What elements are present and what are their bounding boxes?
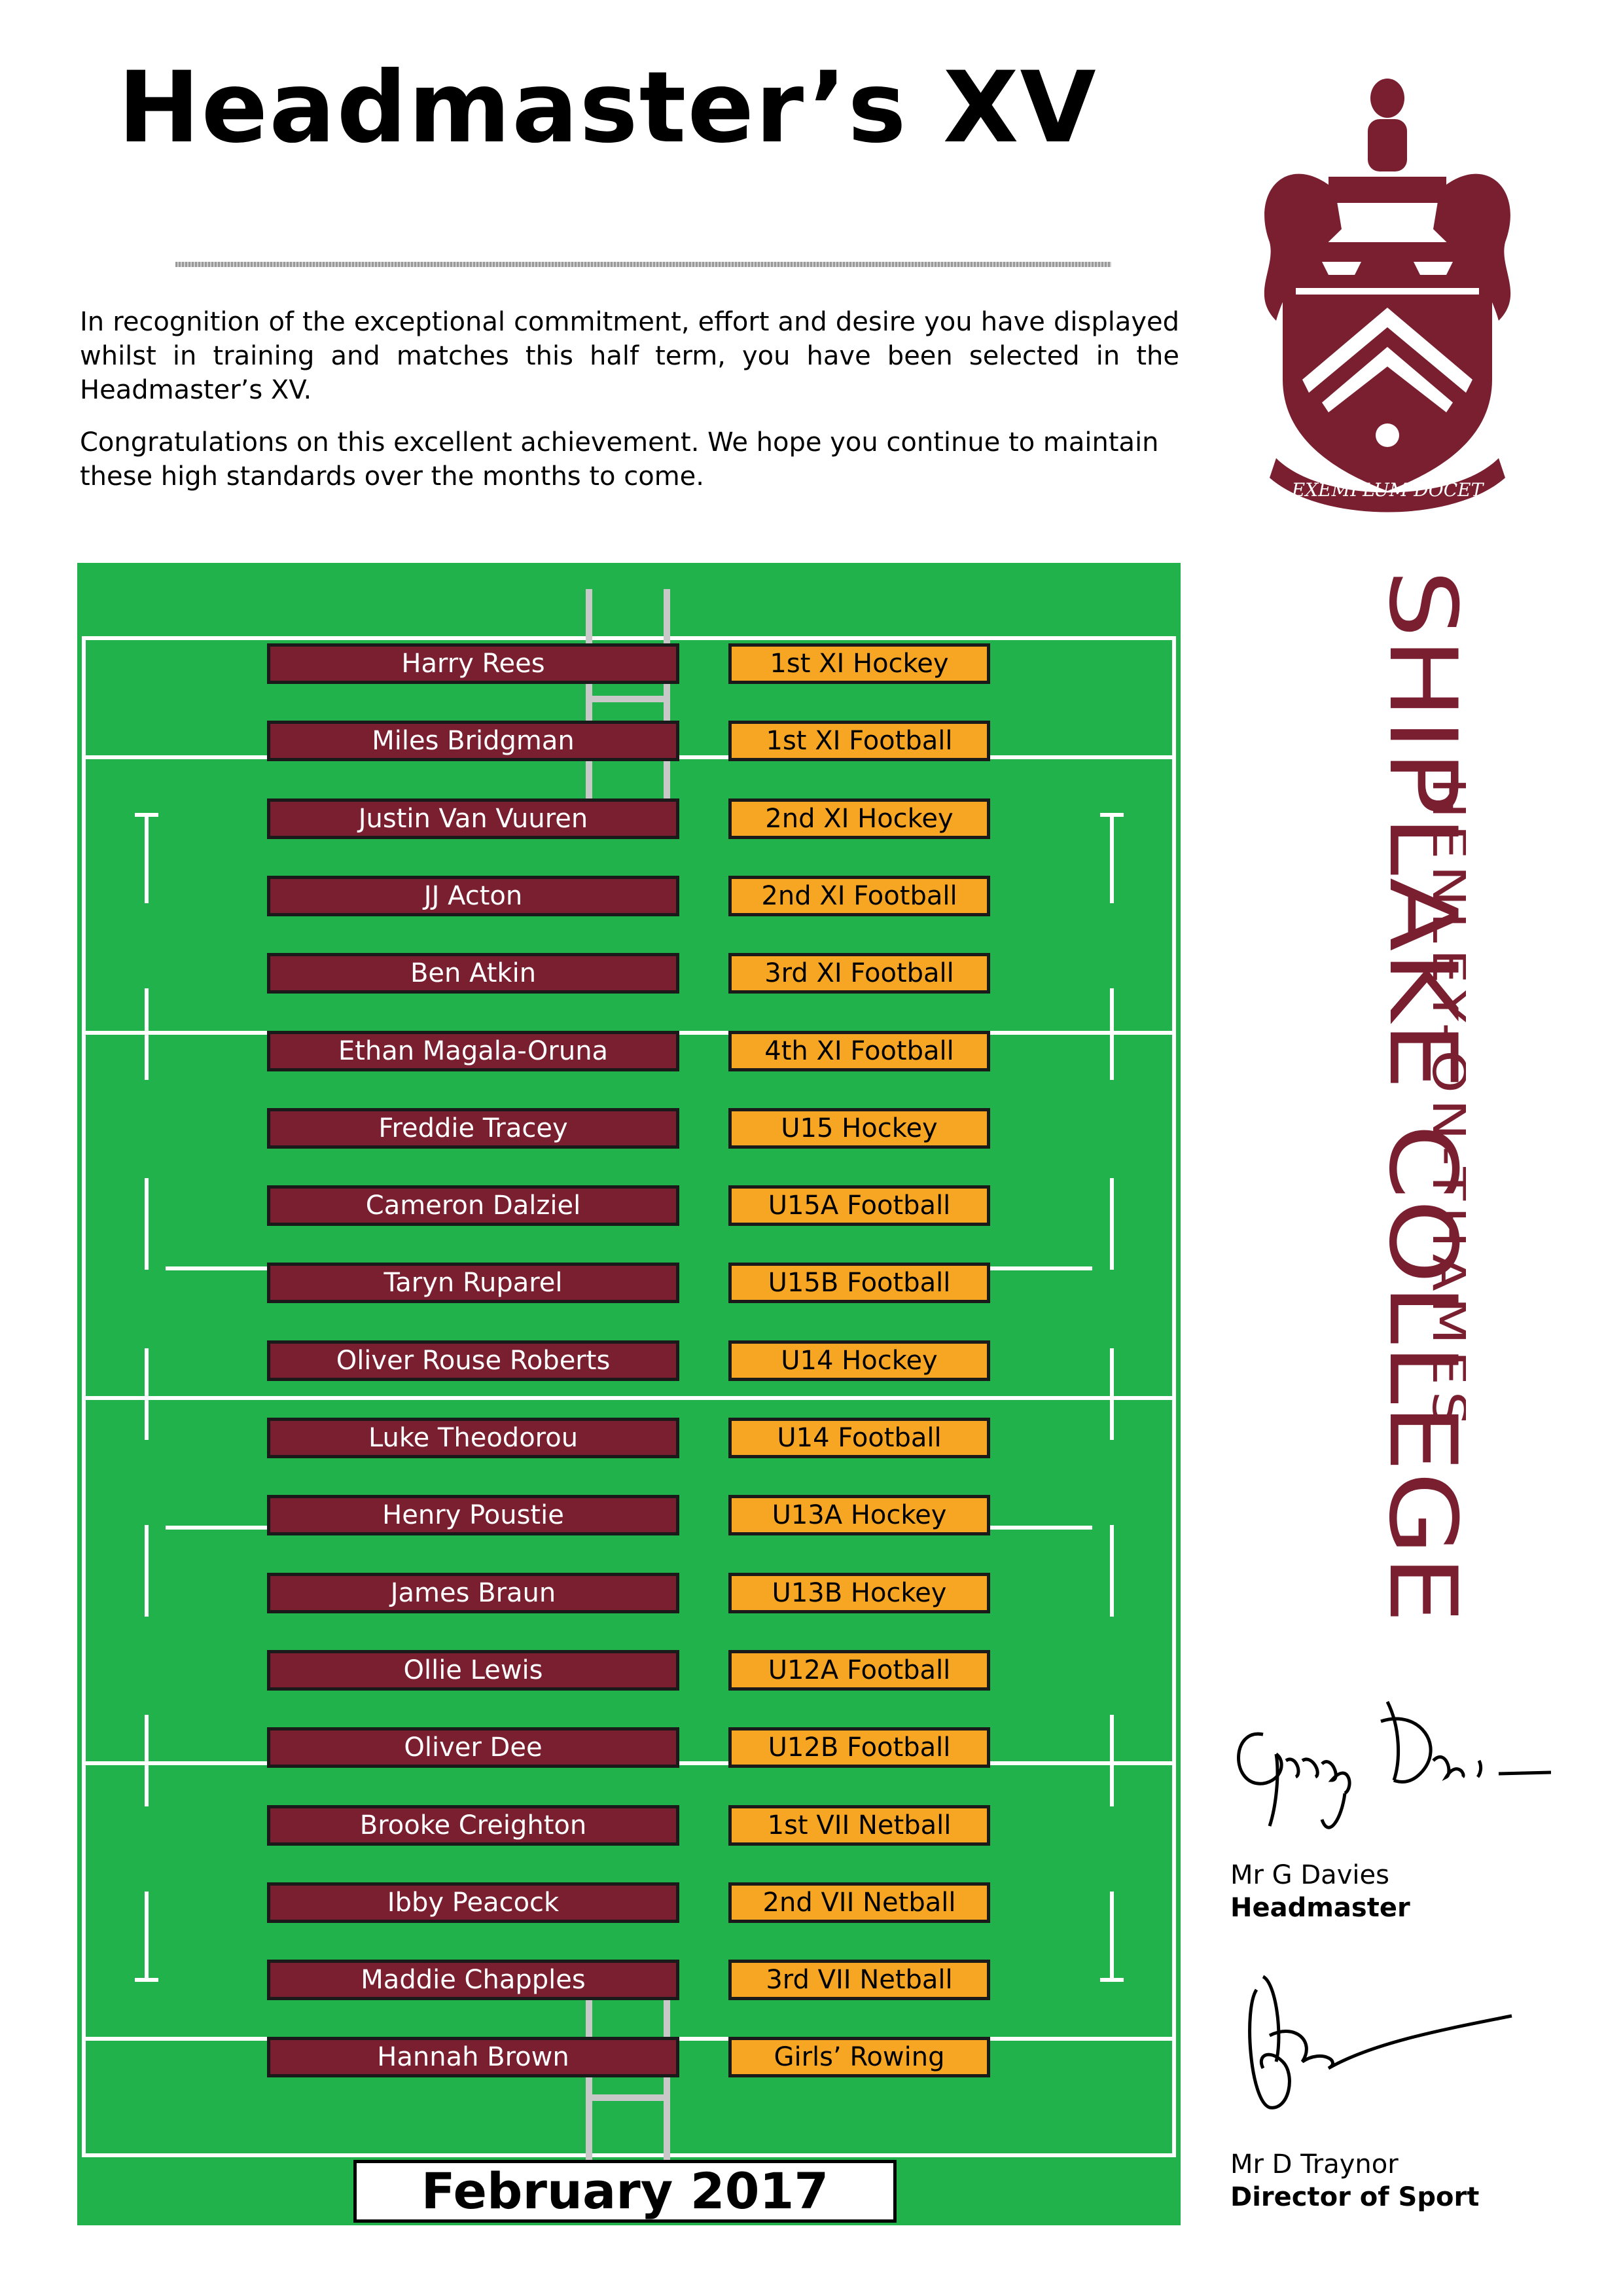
selection-row <box>77 1185 1181 1231</box>
selection-row <box>77 876 1181 922</box>
team-name: 1st XI Hockey <box>728 643 990 684</box>
team-name: U14 Hockey <box>728 1340 990 1381</box>
team-name: U15B Football <box>728 1263 990 1303</box>
headmaster-signature-icon <box>1224 1689 1551 1855</box>
selection-row <box>77 1340 1181 1386</box>
headmaster-name: Mr G Davies <box>1230 1860 1389 1890</box>
team-name: U12A Football <box>728 1650 990 1691</box>
intro-paragraph: In recognition of the exceptional commitment, effort and desire you have displayed whilst in training and matches this half term, you have been selected in the Headmaster’s XV. <box>80 307 1179 405</box>
player-name: Freddie Tracey <box>267 1108 679 1149</box>
player-name: Hannah Brown <box>267 2037 679 2077</box>
selection-row <box>77 798 1181 844</box>
team-name: U15 Hockey <box>728 1108 990 1149</box>
team-name: 3rd XI Football <box>728 953 990 994</box>
selection-row <box>77 953 1181 999</box>
player-name: Brooke Creighton <box>267 1805 679 1846</box>
player-name: Harry Rees <box>267 643 679 684</box>
month-label: February 2017 <box>353 2160 897 2223</box>
team-name: 1st VII Netball <box>728 1805 990 1846</box>
player-name: Miles Bridgman <box>267 721 679 761</box>
selection-row <box>77 721 1181 766</box>
selection-row <box>77 1960 1181 2005</box>
shiplake-crest-icon <box>1230 72 1544 524</box>
team-name: U14 Football <box>728 1418 990 1458</box>
team-name: 2nd VII Netball <box>728 1882 990 1923</box>
player-name: Henry Poustie <box>267 1495 679 1535</box>
player-name: Ethan Magala-Oruna <box>267 1031 679 1071</box>
selection-row <box>77 1882 1181 1928</box>
selection-row <box>77 1495 1181 1541</box>
title-divider <box>175 262 1111 267</box>
player-name: Maddie Chapples <box>267 1960 679 2000</box>
player-name: Taryn Ruparel <box>267 1263 679 1303</box>
player-name: Luke Theodorou <box>267 1418 679 1458</box>
team-name: 4th XI Football <box>728 1031 990 1071</box>
team-name: Girls’ Rowing <box>728 2037 990 2077</box>
team-name: 2nd XI Hockey <box>728 798 990 839</box>
selection-row <box>77 1727 1181 1773</box>
crest-motto: EXEMPLUM DOCET <box>1291 479 1484 501</box>
college-name-vertical <box>1322 569 1466 1636</box>
player-name: JJ Acton <box>267 876 679 916</box>
selection-row <box>77 2037 1181 2083</box>
team-name: U12B Football <box>728 1727 990 1768</box>
player-name: Justin Van Vuuren <box>267 798 679 839</box>
selection-row <box>77 1031 1181 1077</box>
congratulations-paragraph: Congratulations on this excellent achievement. We hope you continue to maintain these high standards over the months to come. <box>80 427 1159 492</box>
selection-row <box>77 1573 1181 1619</box>
college-name: SHIPLAKE COLLEGE <box>1368 569 1466 1480</box>
player-name: James Braun <box>267 1573 679 1613</box>
player-name: Ben Atkin <box>267 953 679 994</box>
director-name: Mr D Traynor <box>1230 2149 1399 2179</box>
team-name: 2nd XI Football <box>728 876 990 916</box>
player-name: Oliver Rouse Roberts <box>267 1340 679 1381</box>
team-name: 1st XI Football <box>728 721 990 761</box>
selection-row <box>77 1263 1181 1308</box>
selection-row <box>77 1108 1181 1154</box>
player-name: Oliver Dee <box>267 1727 679 1768</box>
director-role: Director of Sport <box>1230 2182 1480 2212</box>
selection-row <box>77 643 1181 689</box>
team-name: U13B Hockey <box>728 1573 990 1613</box>
college-location: HENLEY-ON-THAMES <box>1422 778 1466 1328</box>
player-name: Ibby Peacock <box>267 1882 679 1923</box>
selection-row <box>77 1805 1181 1851</box>
selection-row <box>77 1650 1181 1696</box>
headmaster-role: Headmaster <box>1230 1893 1410 1923</box>
team-name: U13A Hockey <box>728 1495 990 1535</box>
player-name: Cameron Dalziel <box>267 1185 679 1226</box>
team-name: 3rd VII Netball <box>728 1960 990 2000</box>
director-signature-icon <box>1224 1957 1551 2143</box>
player-name: Ollie Lewis <box>267 1650 679 1691</box>
page-title: Headmaster’s XV <box>118 51 1097 165</box>
rugby-pitch <box>77 563 1181 2225</box>
team-name: U15A Football <box>728 1185 990 1226</box>
selection-row <box>77 1418 1181 1463</box>
